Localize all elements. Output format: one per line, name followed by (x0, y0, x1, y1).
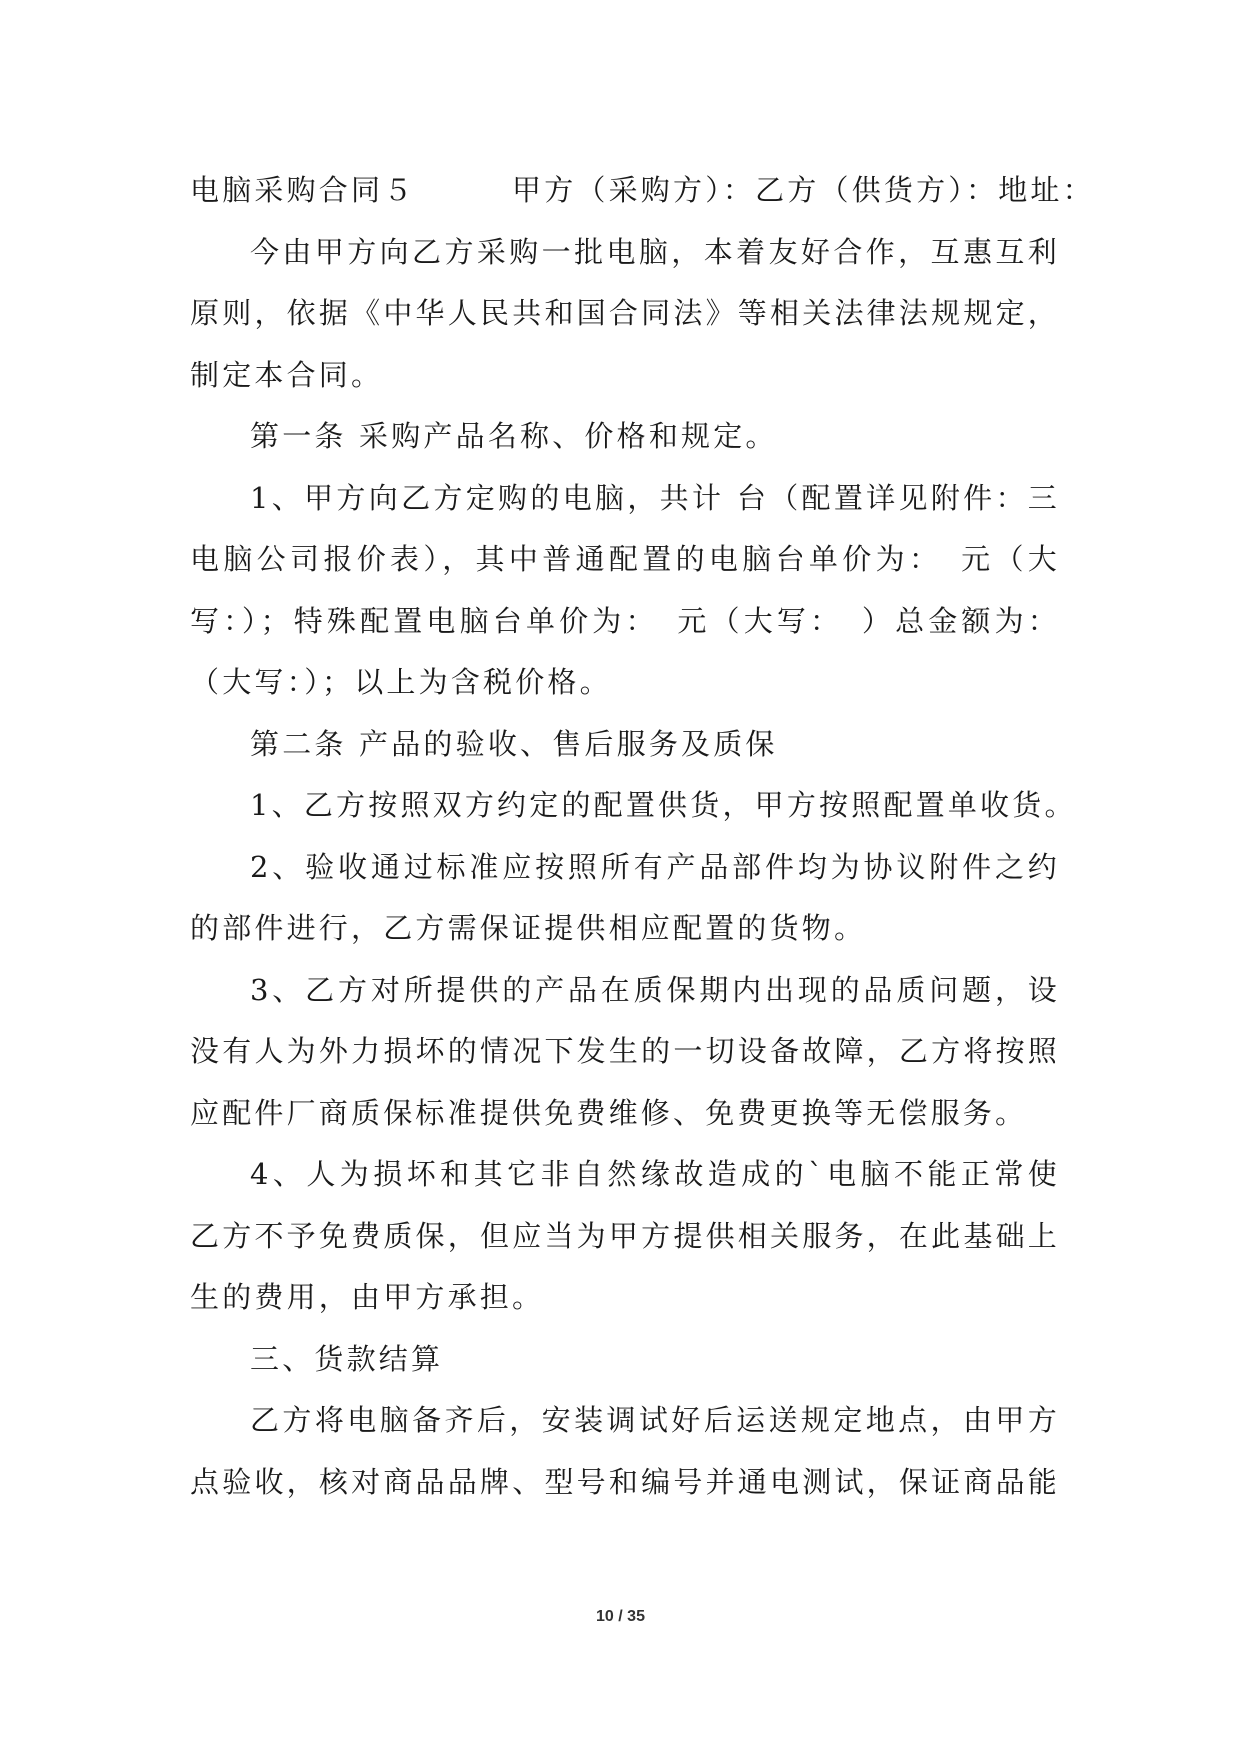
text-line: 应配件厂商质保标准提供免费维修、免费更换等无偿服务。 (190, 1095, 1028, 1130)
text-line: 乙方不予免费质保，但应当为甲方提供相关服务，在此基础上 (190, 1218, 1060, 1253)
text-line: 生的费用，由甲方承担。 (190, 1280, 545, 1314)
text-line: 电脑采购合同５ 甲方（采购方）：乙方（供货方）：地址： (190, 173, 1095, 207)
text-line: 原则，依据《中华人民共和国合同法》等相关法律法规规定， (190, 296, 1060, 330)
text-line: 制定本合同。 (190, 357, 384, 392)
text-line: 电脑公司报价表），其中普通配置的电脑台单价为： 元（大 (190, 542, 1060, 576)
page-number: 10 / 35 (596, 1608, 645, 1625)
text-line: （大写：）；以上为含税价格。 (190, 665, 612, 699)
text-line: 1、甲方向乙方定购的电脑，共计 台（配置详见附件：三 (250, 480, 1060, 515)
text-line: 2、验收通过标准应按照所有产品部件均为协议附件之约 (250, 849, 1060, 884)
text-line: 第二条 产品的验收、售后服务及质保 (250, 726, 778, 761)
text-line: 今由甲方向乙方采购一批电脑，本着友好合作，互惠互利 (250, 234, 1060, 269)
text-line: 3、乙方对所提供的产品在质保期内出现的品质问题，设 (250, 972, 1060, 1007)
text-line: 点验收，核对商品品牌、型号和编号并通电测试，保证商品能 (190, 1464, 1060, 1499)
text-line: 三、货款结算 (250, 1341, 444, 1376)
text-line: 4、人为损坏和其它非自然缘故造成的`电脑不能正常使 (250, 1157, 1060, 1191)
contract-body (190, 160, 1095, 1513)
text-line: 写：）；特殊配置电脑台单价为： 元（大写： ）总金额为： (190, 603, 1060, 638)
text-line: 的部件进行，乙方需保证提供相应配置的货物。 (190, 911, 867, 945)
text-line: 乙方将电脑备齐后，安装调试好后运送规定地点，由甲方 (250, 1403, 1060, 1437)
text-line: 1、乙方按照双方约定的配置供货，甲方按照配置单收货。 (250, 788, 1077, 822)
text-line: 第一条 采购产品名称、价格和规定。 (250, 419, 778, 453)
text-line: 没有人为外力损坏的情况下发生的一切设备故障，乙方将按照 (190, 1034, 1060, 1068)
